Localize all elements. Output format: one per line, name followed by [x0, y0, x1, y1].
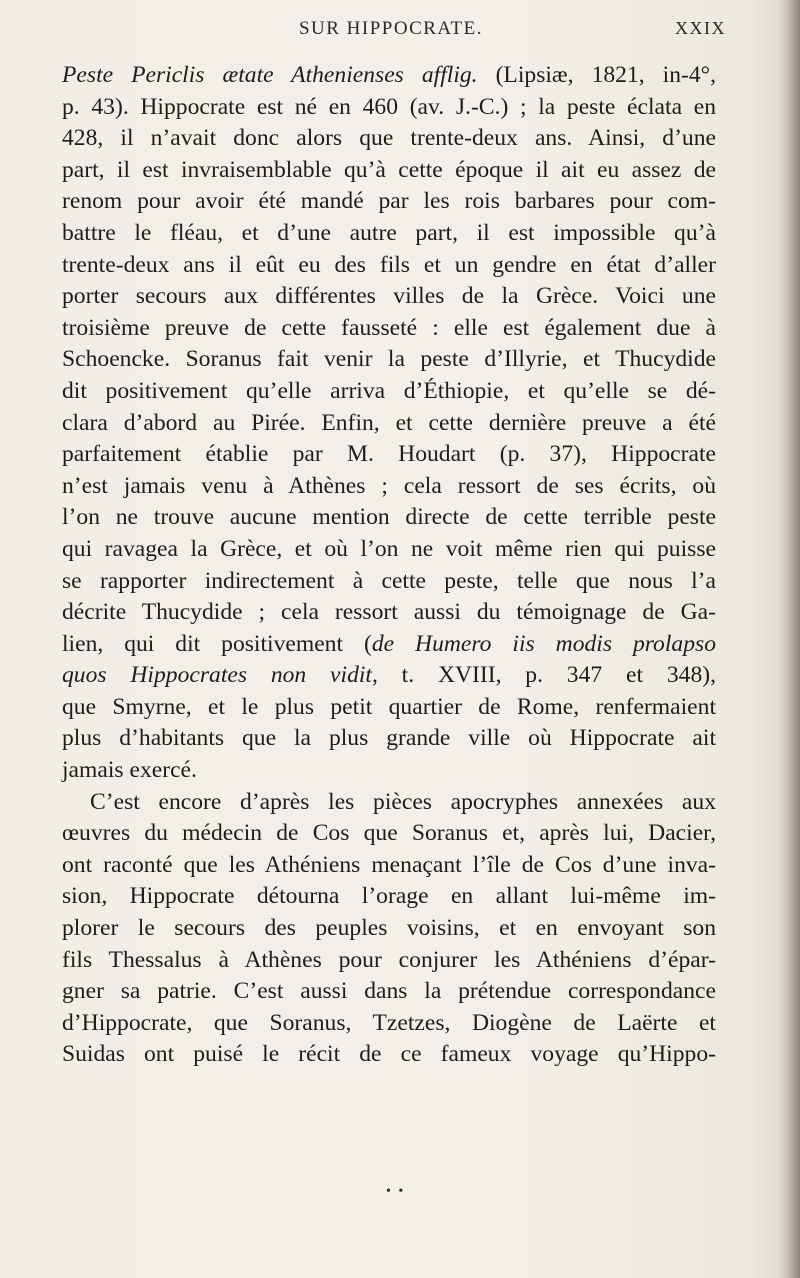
signature-mark: • •: [386, 1184, 406, 1199]
text-line: Schoencke. Soranus fait venir la peste d’Illyrie, et Thucydide: [62, 346, 716, 373]
text-line: plus d’habitants que la plus grande ville où Hippocrate ait: [62, 725, 716, 752]
text-line: porter secours aux différentes villes de la Grèce. Voici une: [62, 283, 716, 310]
body-text: [62, 60, 716, 1071]
text-span: lien, qui dit positivement (: [62, 630, 372, 657]
text-line: l’on ne trouve aucune mention directe de cette terrible peste: [62, 504, 716, 531]
paragraph-start-line: C’est encore d’après les pièces apocryphes annexées aux: [90, 788, 716, 815]
text-line: que Smyrne, et le plus petit quartier de Rome, renfermaient: [62, 693, 716, 720]
text-line: d’Hippocrate, que Soranus, Tzetzes, Diogène de Laërte et: [62, 1009, 716, 1036]
text-line: décrite Thucydide ; cela ressort aussi du témoignage de Ga-: [62, 599, 716, 626]
text-line: 428, il n’avait donc alors que trente-deux ans. Ainsi, d’une: [62, 125, 716, 152]
text-line: battre le fléau, et d’une autre part, il est impossible qu’à: [62, 219, 716, 246]
text-line: jamais exercé.: [62, 757, 197, 784]
text-line: fils Thessalus à Athènes pour conjurer les Athéniens d’épar-: [62, 946, 716, 973]
text-line: Suidas ont puisé le récit de ce fameux voyage qu’Hippo-: [62, 1041, 716, 1068]
text-line: parfaitement établie par M. Houdart (p. 37), Hippocrate: [62, 441, 716, 468]
text-line: p. 43). Hippocrate est né en 460 (av. J.-C.) ; la peste éclata en: [62, 93, 716, 120]
text-line: ont raconté que les Athéniens menaçant l’île de Cos d’une inva-: [62, 851, 716, 878]
text-line: dit positivement qu’elle arriva d’Éthiopie, et qu’elle se dé-: [62, 377, 716, 404]
text-line: part, il est invraisemblable qu’à cette époque il ait eu assez de: [62, 156, 716, 183]
text-line: qui ravagea la Grèce, et où l’on ne voit même rien qui puisse: [62, 535, 716, 562]
running-head: [56, 18, 726, 52]
italic-citation: de Humero iis modis prolapso: [371, 630, 716, 657]
running-head-title: SUR HIPPOCRATE.: [298, 18, 484, 39]
italic-citation: Peste Periclis ætate Athenienses afflig.: [62, 62, 478, 88]
text-line: sion, Hippocrate détourna l’orage en allant lui-même im-: [62, 883, 716, 910]
text-line: [62, 60, 716, 92]
text-line: clara d’abord au Pirée. Enfin, et cette dernière preuve a été: [62, 409, 716, 436]
text-line: n’est jamais venu à Athènes ; cela ressort de ses écrits, où: [62, 472, 716, 499]
page-edge-shadow: [778, 0, 800, 1278]
text-span: t. XVIII, p. 347 et 348),: [377, 662, 716, 689]
text-line: œuvres du médecin de Cos que Soranus et, après lui, Dacier,: [62, 820, 716, 847]
text-line: plorer le secours des peuples voisins, et en envoyant son: [62, 915, 716, 942]
italic-citation: quos Hippocrates non vidit,: [62, 662, 378, 689]
text-line: renom pour avoir été mandé par les rois barbares pour com-: [62, 188, 716, 215]
text-line: se rapporter indirectement à cette peste, telle que nous l’a: [62, 567, 716, 594]
text-line: [62, 660, 716, 692]
text-line: gner sa patrie. C’est aussi dans la prétendue correspondance: [62, 978, 716, 1005]
text-line: trente-deux ans il eût eu des fils et un gendre en état d’aller: [62, 251, 716, 278]
text-line: [62, 629, 716, 661]
text-line: troisième preuve de cette fausseté : elle est également due à: [62, 314, 716, 341]
page-number: XXIX: [675, 18, 726, 38]
text-span: (Lipsiæ, 1821, in-4°,: [477, 62, 716, 88]
